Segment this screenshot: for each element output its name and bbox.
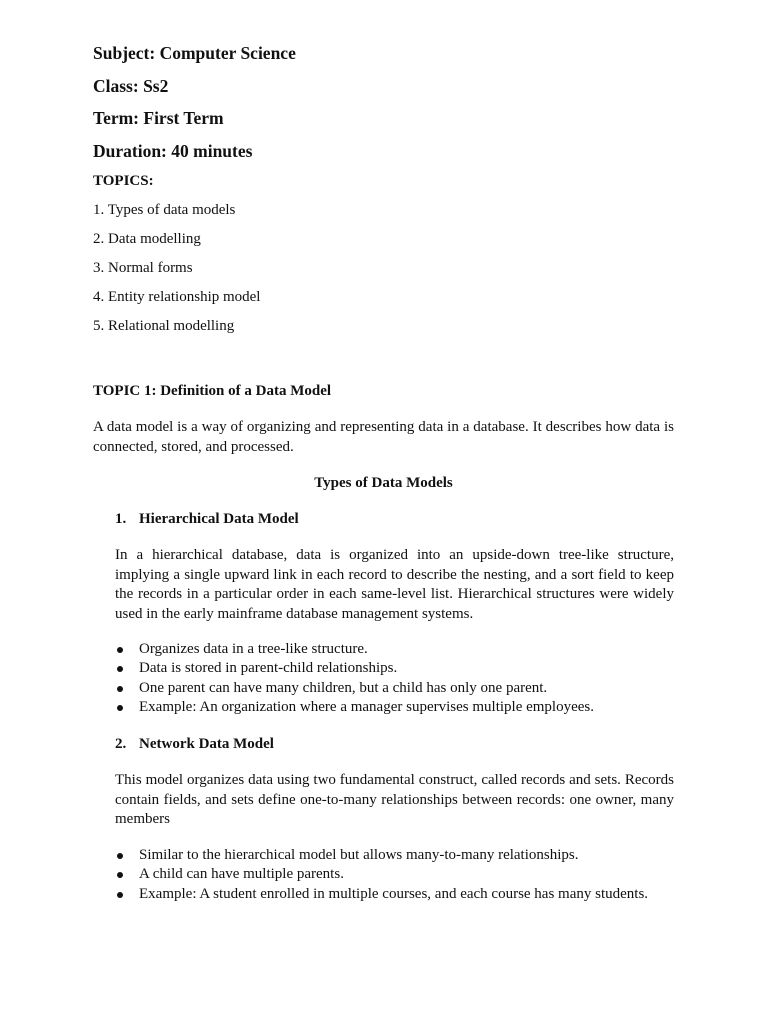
subject-line: Subject: Computer Science xyxy=(93,43,296,63)
topic-list-item: 1. Types of data models xyxy=(93,202,236,218)
list-item-text: A child can have multiple parents. xyxy=(139,866,344,883)
list-item-text: Organizes data in a tree-like structure. xyxy=(139,641,368,657)
duration-line: Duration: 40 minutes xyxy=(93,141,253,161)
network-bullet-list xyxy=(115,846,674,904)
topic1-heading: TOPIC 1: Definition of a Data Model xyxy=(93,383,332,399)
network-title: Network Data Model xyxy=(139,736,274,752)
network-paragraph: This model organizes data using two fundamental construct, called records and sets. Records contain fields, and sets define one-to-many relationships between records: one owner, many members xyxy=(115,772,674,827)
term-line: Term: First Term xyxy=(93,108,224,128)
topic-list-item: 3. Normal forms xyxy=(93,260,193,276)
bullet-icon xyxy=(117,647,123,653)
hierarchical-paragraph: In a hierarchical database, data is organized into an upside-down tree-like structure, implying a single upward link in each record to describe the nesting, and a sort field to keep the records in a particular order in each same-level list. Hierarchical structures were widely used in the early mainframe database management systems. xyxy=(115,547,674,622)
hierarchical-number: 1. xyxy=(115,511,127,527)
definition-paragraph: A data model is a way of organizing and representing data in a database. It describes how data is connected, stored, and processed. xyxy=(93,419,674,455)
network-number: 2. xyxy=(115,736,127,752)
list-item xyxy=(115,698,674,717)
list-item xyxy=(115,865,674,884)
list-item xyxy=(115,885,674,904)
list-item xyxy=(115,846,674,865)
bullet-icon xyxy=(117,853,123,859)
topic-list-item: 5. Relational modelling xyxy=(93,318,235,334)
hierarchical-bullet-list xyxy=(115,640,674,717)
list-item xyxy=(115,679,674,698)
list-item-text: Data is stored in parent-child relationships. xyxy=(139,660,398,677)
list-item-text: Example: A student enrolled in multiple courses, and each course has many students. xyxy=(139,885,649,902)
bullet-icon xyxy=(117,892,123,898)
hierarchical-model-heading xyxy=(115,510,299,528)
list-item-text: One parent can have many children, but a child has only one parent. xyxy=(139,679,548,696)
topic-list-item: 2. Data modelling xyxy=(93,231,201,247)
bullet-icon xyxy=(117,705,123,711)
hierarchical-title: Hierarchical Data Model xyxy=(139,511,299,527)
types-of-data-models-title: Types of Data Models xyxy=(314,475,453,491)
list-item-text: Similar to the hierarchical model but allows many-to-many relationships. xyxy=(139,847,579,863)
bullet-icon xyxy=(117,872,123,878)
list-item xyxy=(115,659,674,678)
topic-list-item: 4. Entity relationship model xyxy=(93,289,261,305)
bullet-icon xyxy=(117,686,123,692)
network-model-heading xyxy=(115,735,274,753)
topics-heading: TOPICS: xyxy=(93,173,154,189)
class-line: Class: Ss2 xyxy=(93,76,169,96)
list-item-text: Example: An organization where a manager supervises multiple employees. xyxy=(139,698,595,715)
bullet-icon xyxy=(117,666,123,672)
list-item xyxy=(115,640,674,659)
